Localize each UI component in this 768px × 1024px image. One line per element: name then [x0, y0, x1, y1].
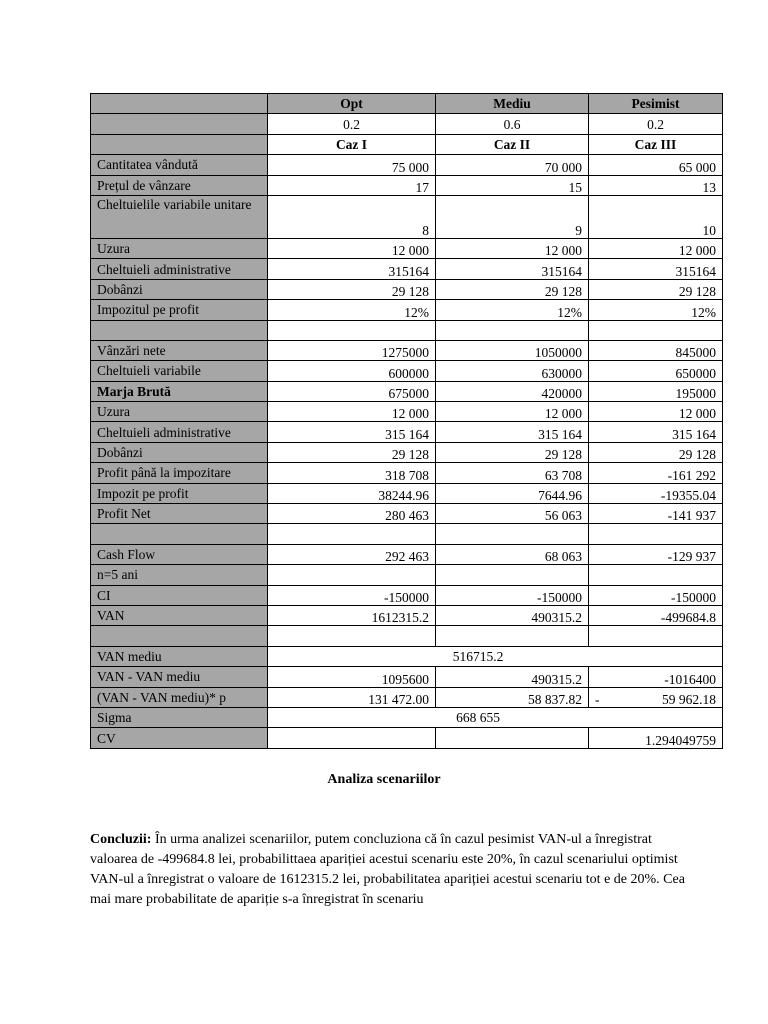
cell-value: 315 164 — [589, 422, 723, 442]
case-mediu: Caz II — [436, 134, 589, 154]
cell-value: 59 962.18 — [662, 691, 716, 707]
row-label: Dobânzi — [91, 442, 268, 462]
row-label: Cheltuieli administrative — [91, 422, 268, 442]
cell-value: 29 128 — [268, 279, 436, 299]
table-row — [91, 565, 723, 585]
cell-value: 29 128 — [589, 442, 723, 462]
row-label-empty — [91, 134, 268, 154]
cell-value: 12 000 — [436, 238, 589, 258]
cell-value: -150000 — [436, 585, 589, 605]
empty-cell — [268, 728, 436, 748]
case-opt: Caz I — [268, 134, 436, 154]
cell-value: 8 — [268, 195, 436, 238]
header-mediu: Mediu — [436, 94, 589, 114]
section-title: Analiza scenariilor — [327, 772, 441, 787]
case-pesimist: Caz III — [589, 134, 723, 154]
table-row — [91, 238, 723, 258]
table-row — [91, 646, 723, 666]
table-row — [91, 504, 723, 524]
row-label: Sigma — [91, 707, 268, 727]
cell-value: 292 463 — [268, 544, 436, 564]
corner-cell — [91, 94, 268, 114]
table-row — [91, 483, 723, 503]
row-label: VAN — [91, 605, 268, 625]
table-row — [91, 544, 723, 564]
cell-value: -19355.04 — [589, 483, 723, 503]
conclusion-text: În urma analizei scenariilor, putem concluziona că în cazul pesimist VAN-ul a înregistrat valoarea de -499684.8 lei, probabilittaea apariției acestui scenariu este 20%, în cazul scenariului optimist VAN-ul a înregistrat o valoare de 1612315.2 lei, probabilitatea apariției acestui scenariu tot e de 20%. Cea mai mare probabilitate de apariție s-a înregistrat în scenariu — [90, 832, 685, 907]
table-row — [91, 728, 723, 748]
table-row — [91, 605, 723, 625]
scenario-analysis-table — [90, 93, 723, 749]
empty-cell — [589, 320, 723, 340]
empty-cell — [436, 320, 589, 340]
cell-value: 315 164 — [268, 422, 436, 442]
negative-sign: - — [595, 691, 600, 707]
row-label: Uzura — [91, 238, 268, 258]
cell-value: 12 000 — [268, 238, 436, 258]
row-label: Impozit pe profit — [91, 483, 268, 503]
row-label: CV — [91, 728, 268, 748]
table-row — [91, 195, 723, 238]
merged-value-sigma: 668 655 — [268, 707, 723, 727]
cell-value: 845000 — [589, 340, 723, 360]
cell-value: 1612315.2 — [268, 605, 436, 625]
row-label: Profit până la impozitare — [91, 463, 268, 483]
cell-value: -161 292 — [589, 463, 723, 483]
probability-pesimist: 0.2 — [589, 114, 723, 134]
cell-value: -150000 — [589, 585, 723, 605]
row-label: Cantitatea vândută — [91, 155, 268, 175]
cell-value: 17 — [268, 175, 436, 195]
cell-value: 15 — [436, 175, 589, 195]
table-row — [91, 340, 723, 360]
cell-value: 58 837.82 — [436, 687, 589, 707]
table-row — [91, 667, 723, 687]
row-label: Uzura — [91, 402, 268, 422]
cell-value: 318 708 — [268, 463, 436, 483]
spacer-row — [91, 524, 723, 544]
case-row — [91, 134, 723, 154]
table-row — [91, 463, 723, 483]
cell-value: 10 — [589, 195, 723, 238]
cell-value: 1095600 — [268, 667, 436, 687]
row-label: Profit Net — [91, 504, 268, 524]
empty-cell — [436, 524, 589, 544]
cell-value: -499684.8 — [589, 605, 723, 625]
cell-value: -1016400 — [589, 667, 723, 687]
row-label: Dobânzi — [91, 279, 268, 299]
cell-value: 1275000 — [268, 340, 436, 360]
row-label: n=5 ani — [91, 565, 268, 585]
header-pesimist: Pesimist — [589, 94, 723, 114]
cell-value: 315164 — [436, 259, 589, 279]
cell-value: 195000 — [589, 381, 723, 401]
table-row — [91, 585, 723, 605]
row-label: Vânzări nete — [91, 340, 268, 360]
table-row — [91, 155, 723, 175]
cell-value: 12% — [436, 300, 589, 320]
row-label: Marja Brută — [91, 381, 268, 401]
cell-value: -129 937 — [589, 544, 723, 564]
table-row — [91, 381, 723, 401]
table-row — [91, 279, 723, 299]
table-row — [91, 300, 723, 320]
row-label: Cheltuieli administrative — [91, 259, 268, 279]
row-label-empty — [91, 114, 268, 134]
cell-value: 38244.96 — [268, 483, 436, 503]
row-label: VAN mediu — [91, 646, 268, 666]
cell-value: 630000 — [436, 361, 589, 381]
header-opt: Opt — [268, 94, 436, 114]
table-row — [91, 707, 723, 727]
row-label: Prețul de vânzare — [91, 175, 268, 195]
conclusion-label: Concluzii: — [90, 832, 152, 847]
cell-value: -141 937 — [589, 504, 723, 524]
cell-value: 7644.96 — [436, 483, 589, 503]
empty-cell — [589, 565, 723, 585]
empty-cell — [436, 565, 589, 585]
row-label-empty — [91, 524, 268, 544]
probability-row — [91, 114, 723, 134]
cell-value: 280 463 — [268, 504, 436, 524]
row-label: Cheltuielile variabile unitare — [91, 195, 268, 238]
cell-value: 490315.2 — [436, 667, 589, 687]
cell-value: 420000 — [436, 381, 589, 401]
cell-value: 29 128 — [589, 279, 723, 299]
cell-value: 75 000 — [268, 155, 436, 175]
spacer-row — [91, 626, 723, 646]
row-label: (VAN - VAN mediu)* p — [91, 687, 268, 707]
table-row — [91, 402, 723, 422]
cell-value: 63 708 — [436, 463, 589, 483]
empty-cell — [268, 626, 436, 646]
cell-value: 315164 — [268, 259, 436, 279]
cell-value: 12% — [589, 300, 723, 320]
cell-value: 1050000 — [436, 340, 589, 360]
table-row — [91, 175, 723, 195]
cell-value: 600000 — [268, 361, 436, 381]
cell-value: 56 063 — [436, 504, 589, 524]
probability-mediu: 0.6 — [436, 114, 589, 134]
table-row — [91, 422, 723, 442]
row-label-empty — [91, 320, 268, 340]
table-row — [91, 259, 723, 279]
cell-value: 12% — [268, 300, 436, 320]
cell-value: 29 128 — [436, 442, 589, 462]
row-label-empty — [91, 626, 268, 646]
cell-value: 70 000 — [436, 155, 589, 175]
cell-value: -150000 — [268, 585, 436, 605]
empty-cell — [589, 524, 723, 544]
empty-cell — [436, 728, 589, 748]
merged-value-van-mediu: 516715.2 — [268, 646, 723, 666]
empty-cell — [589, 626, 723, 646]
cell-value: 12 000 — [589, 402, 723, 422]
cell-value: 131 472.00 — [268, 687, 436, 707]
spacer-row — [91, 320, 723, 340]
cell-value: 315 164 — [436, 422, 589, 442]
probability-opt: 0.2 — [268, 114, 436, 134]
empty-cell — [268, 524, 436, 544]
header-row — [91, 94, 723, 114]
empty-cell — [268, 565, 436, 585]
cell-value: 65 000 — [589, 155, 723, 175]
cell-value: 9 — [436, 195, 589, 238]
cell-value: 315164 — [589, 259, 723, 279]
cell-value: 12 000 — [436, 402, 589, 422]
table-row — [91, 361, 723, 381]
conclusion-paragraph — [90, 830, 690, 910]
empty-cell — [268, 320, 436, 340]
row-label: Impozitul pe profit — [91, 300, 268, 320]
empty-cell — [436, 626, 589, 646]
cell-value: 650000 — [589, 361, 723, 381]
row-label: Cash Flow — [91, 544, 268, 564]
cell-value: 490315.2 — [436, 605, 589, 625]
table-row — [91, 687, 723, 707]
cell-value: 12 000 — [589, 238, 723, 258]
row-label: Cheltuieli variabile — [91, 361, 268, 381]
cell-value: 68 063 — [436, 544, 589, 564]
row-label: VAN - VAN mediu — [91, 667, 268, 687]
cell-value: 1.294049759 — [589, 728, 723, 748]
cell-value-accounting — [589, 687, 723, 707]
cell-value: 675000 — [268, 381, 436, 401]
row-label: CI — [91, 585, 268, 605]
table-row — [91, 442, 723, 462]
cell-value: 13 — [589, 175, 723, 195]
cell-value: 12 000 — [268, 402, 436, 422]
cell-value: 29 128 — [268, 442, 436, 462]
cell-value: 29 128 — [436, 279, 589, 299]
